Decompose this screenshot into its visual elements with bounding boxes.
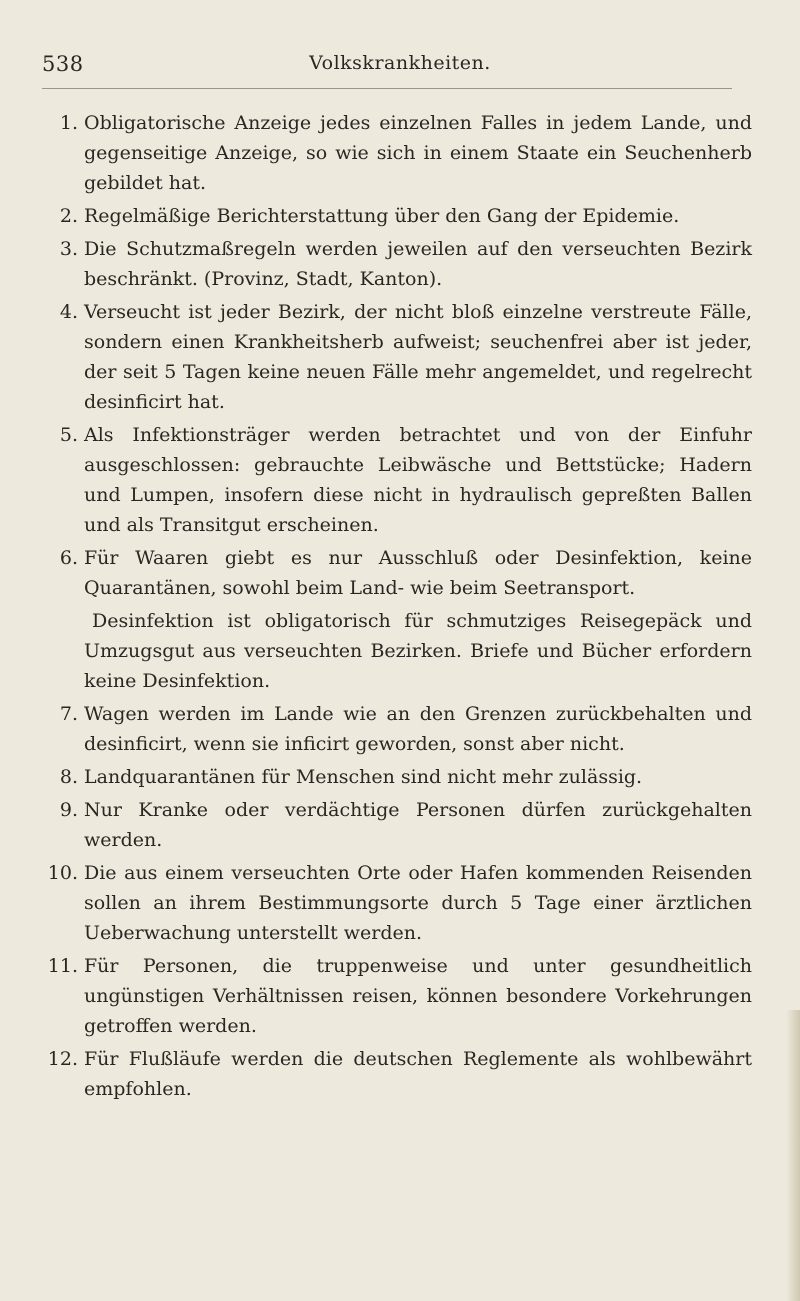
list-item	[42, 951, 752, 1041]
list-item	[42, 762, 752, 792]
item-text: Die aus einem verseuchten Orte oder Hafen kommenden Reisenden sollen an ihrem Bestimmungsorte durch 5 Tage einer ärztlichen Ueberwachung unterstellt werden.	[84, 862, 752, 944]
item-number: 9.	[59, 799, 78, 821]
list-item	[42, 420, 752, 540]
list-item	[42, 201, 752, 231]
item-number: 2.	[59, 205, 78, 227]
list-item	[42, 108, 752, 198]
page-number: 538	[42, 52, 84, 76]
item-text: Desinfektion ist obligatorisch für schmutziges Reisegepäck und Umzugsgut aus verseuchten Bezirken. Briefe und Bücher erfordern keine Desinfektion.	[84, 610, 752, 692]
list-item-continuation	[42, 606, 752, 696]
header-rule	[42, 88, 732, 89]
item-number: 5.	[59, 424, 78, 446]
item-number: 10.	[47, 862, 78, 884]
item-text: Wagen werden im Lande wie an den Grenzen zurückbehalten und desinficirt, wenn sie inficirt geworden, sonst aber nicht.	[84, 703, 752, 755]
list-item	[42, 234, 752, 294]
item-number: 11.	[47, 955, 78, 977]
page-edge-shadow	[786, 1010, 800, 1301]
item-text: Obligatorische Anzeige jedes einzelnen Falles in jedem Lande, und gegenseitige Anzeige, so wie sich in einem Staate ein Seuchenherb gebildet hat.	[84, 112, 752, 194]
list-item	[42, 297, 752, 417]
item-text: Landquarantänen für Menschen sind nicht mehr zulässig.	[84, 766, 643, 788]
item-text: Für Flußläufe werden die deutschen Reglemente als wohlbewährt empfohlen.	[84, 1048, 752, 1100]
item-text: Für Personen, die truppenweise und unter gesundheitlich ungünstigen Verhältnissen reisen, können besondere Vorkehrungen getroffen werden.	[84, 955, 752, 1037]
item-text: Verseucht ist jeder Bezirk, der nicht bloß einzelne verstreute Fälle, sondern einen Krankheitsherb aufweist; seuchenfrei aber ist jeder, der seit 5 Tagen keine neuen Fälle mehr angemeldet, und regelrecht desinficirt hat.	[84, 301, 752, 413]
item-number: 3.	[59, 238, 78, 260]
item-number: 6.	[59, 547, 78, 569]
list-item	[42, 699, 752, 759]
item-text: Für Waaren giebt es nur Ausschluß oder Desinfektion, keine Quarantänen, sowohl beim Land- wie beim Seetransport.	[84, 547, 752, 599]
running-title: Volkskrankheiten.	[309, 52, 491, 74]
item-number: 8.	[59, 766, 78, 788]
item-text: Regelmäßige Berichterstattung über den Gang der Epidemie.	[84, 205, 680, 227]
list-item	[42, 1044, 752, 1104]
item-text: Nur Kranke oder verdächtige Personen dürfen zurückgehalten werden.	[84, 799, 752, 851]
numbered-list	[42, 108, 752, 1107]
item-number: 4.	[59, 301, 78, 323]
item-text: Die Schutzmaßregeln werden jeweilen auf den verseuchten Bezirk beschränkt. (Provinz, Stadt, Kanton).	[84, 238, 752, 290]
item-number: 7.	[59, 703, 78, 725]
list-item	[42, 795, 752, 855]
list-item	[42, 858, 752, 948]
list-item	[42, 543, 752, 603]
item-number: 1.	[59, 112, 78, 134]
item-text: Als Infektionsträger werden betrachtet und von der Einfuhr ausgeschlossen: gebrauchte Leibwäsche und Bettstücke; Hadern und Lumpen, insofern diese nicht in hydraulisch gepreßten Ballen und als Transitgut erscheinen.	[84, 424, 752, 536]
item-number: 12.	[47, 1048, 78, 1070]
